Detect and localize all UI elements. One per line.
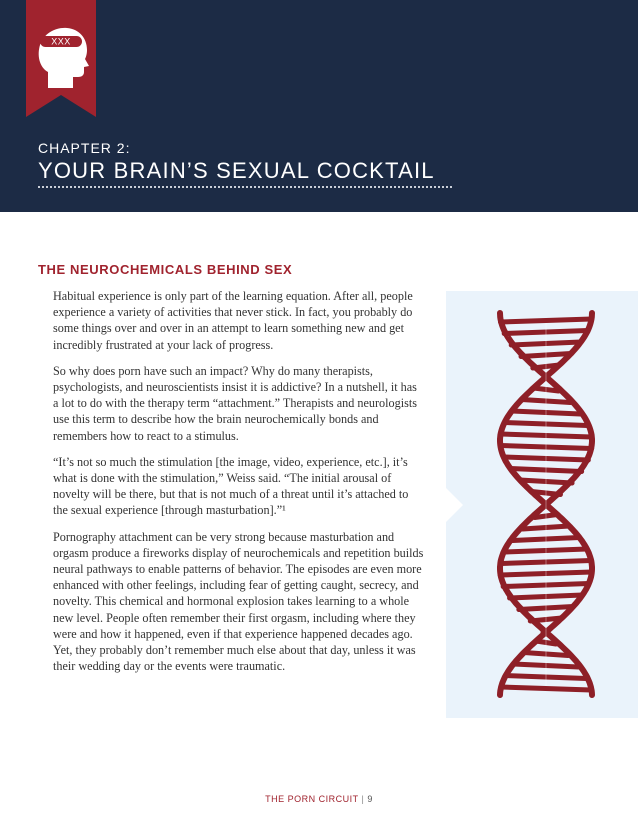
footer-separator: | xyxy=(361,794,365,804)
title-divider xyxy=(38,186,452,188)
dna-rung xyxy=(501,687,591,690)
chapter-ribbon xyxy=(26,0,96,117)
dna-rung xyxy=(501,319,592,322)
chapter-title: YOUR BRAIN’S SEXUAL COCKTAIL xyxy=(38,158,435,183)
footer-book-title: THE PORN CIRCUIT xyxy=(265,794,359,804)
dna-helix-illustration xyxy=(446,291,638,718)
section-heading: THE NEUROCHEMICALS BEHIND SEX xyxy=(38,262,293,277)
paragraph: Habitual experience is only part of the learning equation. After all, people experience a variety of activities that never stick. In fact, you probably do some things over and over in an attempt to learn something new and get incredibly frustrated at your lack of progress. xyxy=(53,289,413,352)
paragraph: “It’s not so much the stimulation [the image, video, experience, etc.], it’s what is done with the stimulation,” Weiss said. “The initial arousal of novelty will be there, but that is not much of a threat until it’s attached to the sexual experience [through masturbation].”¹ xyxy=(53,454,409,518)
page-number: 9 xyxy=(367,794,373,804)
chapter-label: CHAPTER 2: xyxy=(38,140,131,156)
paragraph: Pornography attachment can be very strong because masturbation and orgasm produce a fireworks display of neurochemicals and repetition builds neural pathways to enable patterns of behavior. The episodes are even more enhanced with other feelings, including fear of getting caught, secrecy, and novelty. This chemical and hormonal explosion takes learning to a whole new level. People often remember their first orgasm, including where they were and how it happened, even if that experience happened decades ago. Yet, they probably don’t remember much else about that day, unless it was their wedding day or the events were traumatic. xyxy=(53,529,424,674)
page-footer xyxy=(0,794,638,804)
logo-text: XXX xyxy=(51,36,71,47)
body-text xyxy=(53,288,425,684)
paragraph: So why does porn have such an impact? Why do many therapists, psychologists, and neuroscientists insist it is addictive? In a nutshell, it has a lot to do with the therapy term “attachment.” Therapists and neurologists use this term to describe how the brain neurochemically bonds and remembers how to react to a stimulus. xyxy=(53,363,417,443)
chapter-header xyxy=(0,0,638,212)
